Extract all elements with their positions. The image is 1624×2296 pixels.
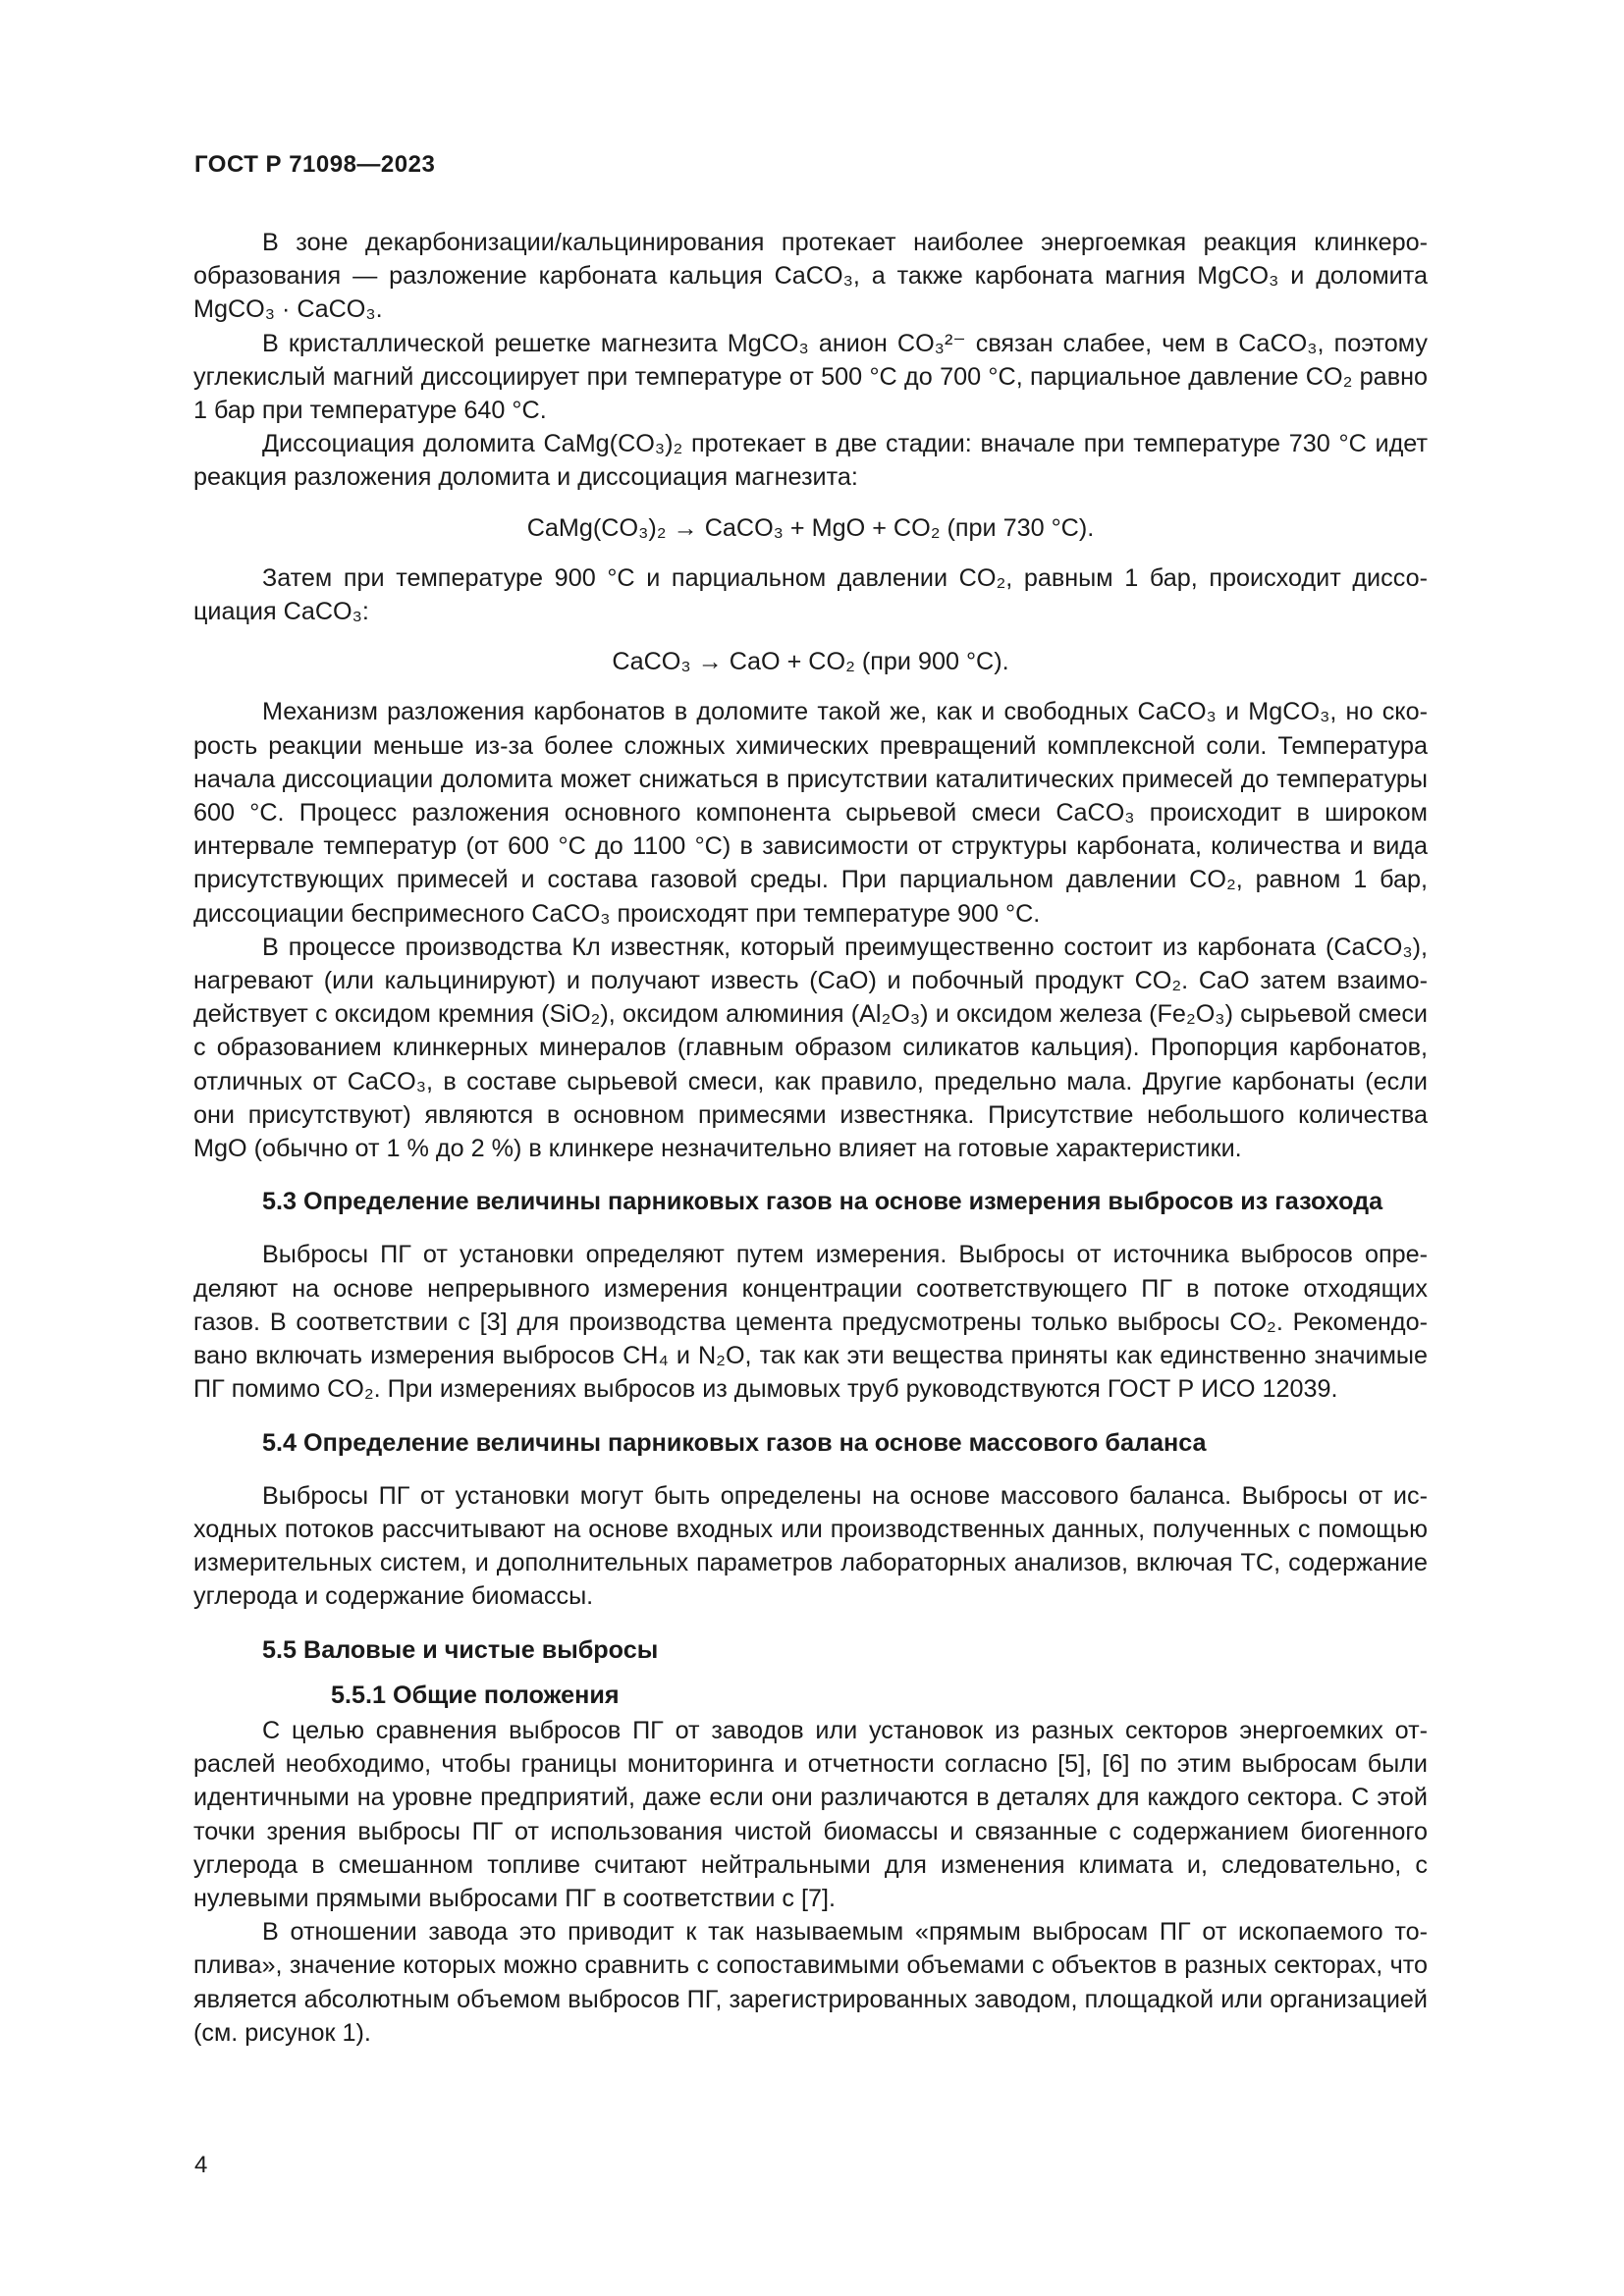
- paragraph-direct-emissions: В отношении завода это приводит к так называемым «прямым выбросам ПГ от ископаемого топлива», значение которых можно сравнить с сопоставимыми объемами с объектов в разных секторах, что является абсолютным объемом выбросов ПГ, зарегистрированных заводом, площадкой или организацией (см. рисунок 1).: [193, 1918, 1428, 2047]
- paragraph-mass-balance: Выбросы ПГ от установки могут быть определены на основе массового баланса. Выбросы от исходных потоков рассчитывают на основе входных или производственных данных, полученных с помощью измерительных систем, и дополнительных параметров лабораторных анализов, включая ТС, содержание углерода и содержание биомассы.: [193, 1481, 1428, 1611]
- section-heading-5-5: 5.5 Валовые и чистые выбросы: [262, 1635, 659, 1664]
- paragraph-calcite-dissociation: Затем при температуре 900 °C и парциальном давлении CO₂, равным 1 бар, происходит диссоциация CaCO₃:: [193, 563, 1428, 626]
- document-code: ГОСТ Р 71098—2023: [194, 151, 436, 178]
- paragraph-dolomite: Диссоциация доломита CaMg(CO₃)₂ протекает в две стадии: вначале при температуре 730 °C идет реакция разложения доломита и диссоциация магнезита:: [193, 430, 1428, 492]
- section-heading-5-3: 5.3 Определение величины парниковых газов на основе измерения выбросов из газохода: [262, 1188, 1383, 1216]
- section-heading-5-4: 5.4 Определение величины парниковых газов на основе массового баланса: [262, 1428, 1207, 1457]
- paragraph-magnesite: В кристаллической решетке магнезита MgCO₃ анион CO₃²⁻ связан слабее, чем в CaCO₃, поэтому углекислый магний диссоциирует при температуре от 500 °C до 700 °C, парциальное давление CO₂ равно 1 бар при температуре 640 °C.: [193, 329, 1428, 425]
- page-number: 4: [194, 2152, 208, 2178]
- section-heading-5-5-1: 5.5.1 Общие положения: [331, 1681, 620, 1709]
- formula-dolomite: CaMg(CO₃)₂ → CaCO₃ + MgO + CO₂ (при 730 °C).: [526, 513, 1095, 542]
- paragraph-flue-measurement: Выбросы ПГ от установки определяют путем измерения. Выбросы от источника выбросов определяют на основе непрерывного измерения концентрации соответствующего ПГ в потоке отходящих газов. В соответствии с [3] для производства цемента предусмотрены только выбросы CO₂. Рекомендовано включать измерения выбросов CH₄ и N₂O, так как эти вещества приняты как единственно значимые ПГ помимо CO₂. При измерениях выбросов из дымовых труб руководствуются ГОСТ Р ИСО 12039.: [193, 1241, 1428, 1404]
- document-body: [193, 226, 1428, 2050]
- paragraph-decarbonization: В зоне декарбонизации/кальцинирования протекает наиболее энергоемкая реакция клинкерообразования — разложение карбоната кальция CaCO₃, а также карбоната магния MgCO₃ и доломита MgCO₃ · CaCO₃.: [193, 229, 1428, 324]
- paragraph-mechanism: Механизм разложения карбонатов в доломите такой же, как и свободных CaCO₃ и MgCO₃, но скорость реакции меньше из-за более сложных химических превращений комплексной соли. Температура начала диссоциации доломита может снижаться в присутствии каталитических примесей до температуры 600 °C. Процесс разложения основного компонента сырьевой смеси CaCO₃ происходит в широком интервале температур (от 600 °C до 1100 °C) в зависимости от структуры карбоната, количества и вида присутствующих примесей и состава газовой среды. При парциальном давлении CO₂, равном 1 бар, диссоциации беспримесного CaCO₃ происходят при температуре 900 °C.: [193, 698, 1428, 928]
- paragraph-general-provisions: С целью сравнения выбросов ПГ от заводов или установок из разных секторов энергоемких отраслей необходимо, чтобы границы мониторинга и отчетности согласно [5], [6] по этим выбросам были идентичными на уровне предприятий, даже если они различаются в деталях для каждого сектора. С этой точки зрения выбросы ПГ от использования чистой биомассы и связанные с содержанием биогенного углерода в смешанном топливе считают нейтральными для изменения климата и, следовательно, с нулевыми прямыми выбросами ПГ в соответствии с [7].: [193, 1716, 1428, 1912]
- formula-calcite: CaCO₃ → CaO + CO₂ (при 900 °C).: [612, 648, 1009, 676]
- paragraph-production: В процессе производства Кл известняк, который преимущественно состоит из карбоната (CaCO₃), нагревают (или кальцинируют) и получают известь (CaO) и побочный продукт CO₂. CaO затем взаимодействует с оксидом кремния (SiO₂), оксидом алюминия (Al₂O₃) и оксидом железа (Fe₂O₃) сырьевой смеси с образованием клинкерных минералов (главным образом силикатов кальция). Пропорция карбонатов, отличных от CaCO₃, в составе сырьевой смеси, как правило, предельно мала. Другие карбонаты (если они присутствуют) являются в основном примесями известняка. Присутствие небольшого количества MgO (обычно от 1 % до 2 %) в клинкере незначительно влияет на готовые характеристики.: [193, 933, 1428, 1163]
